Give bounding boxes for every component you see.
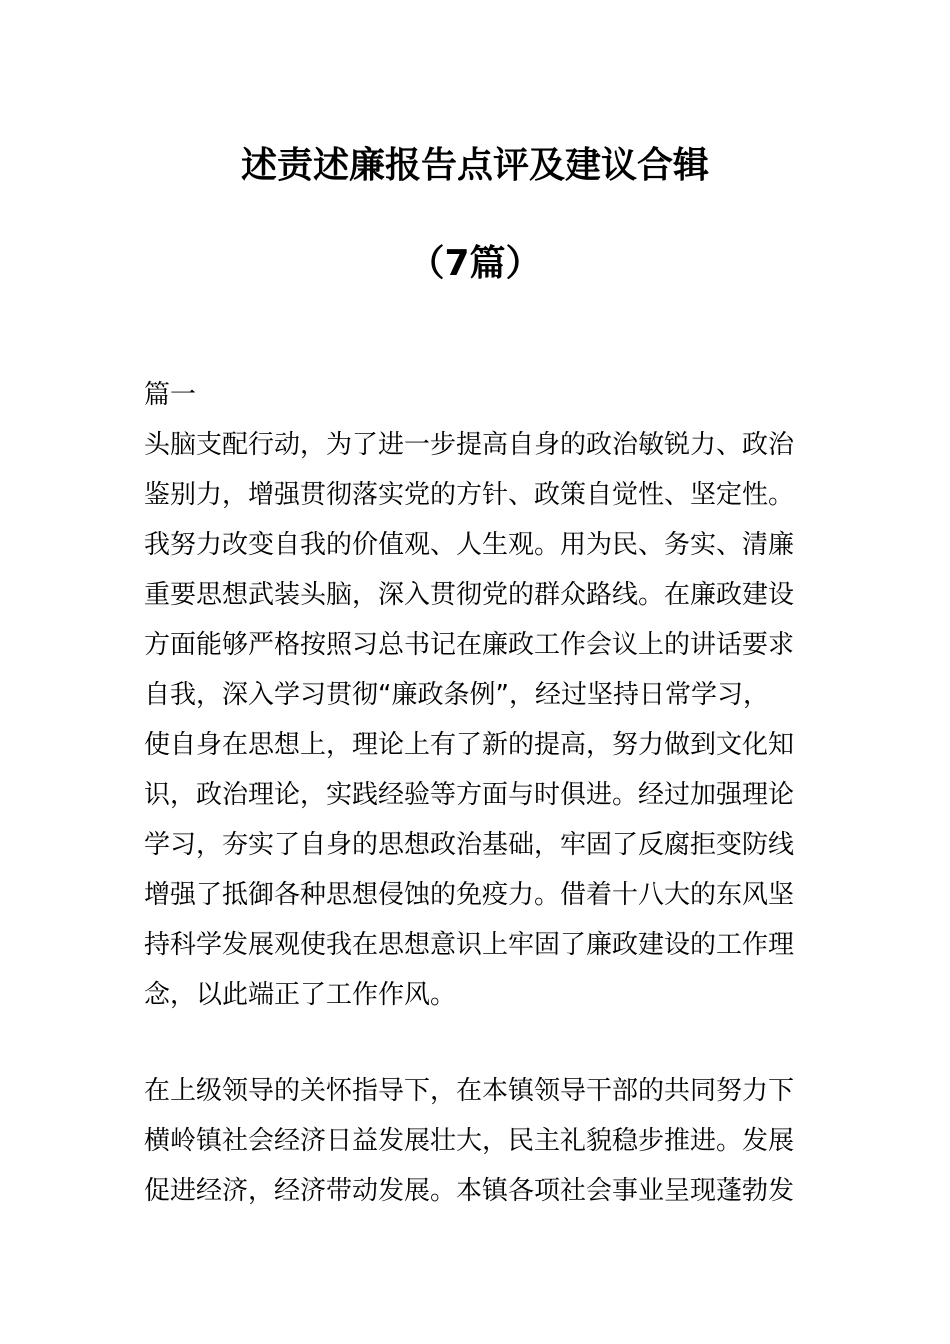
section-label: 篇一 [144,380,197,410]
paragraph-line: 方面能够严格按照习总书记在廉政工作会议上的讲话要求 [144,630,795,660]
document-title: 述责述廉报告点评及建议合辑 [240,145,709,186]
paragraph-line: 头脑支配行动，为了进一步提高自身的政治敏锐力、政治 [144,430,795,460]
document-subtitle: （7篇） [408,243,542,284]
paragraph-line: 识，政治理论，实践经验等方面与时俱进。经过加强理论 [144,780,795,810]
paragraph-line: 自我，深入学习贯彻“廉政条例”，经过坚持日常学习， [144,680,769,710]
paragraph-2 [144,1066,808,1216]
paragraph-line: 念，以此端正了工作作风。 [144,980,457,1010]
paragraph-line: 我努力改变自我的价值观、人生观。用为民、务实、清廉 [144,530,795,560]
paragraph-line: 鉴别力，增强贯彻落实党的方针、政策自觉性、坚定性。 [144,480,795,510]
paragraph-line: 重要思想武装头脑，深入贯彻党的群众路线。在廉政建设 [144,580,795,610]
paragraph-line: 持科学发展观使我在思想意识上牢固了廉政建设的工作理 [144,930,795,960]
paragraph-line: 横岭镇社会经济日益发展壮大，民主礼貌稳步推进。发展 [144,1126,795,1156]
paragraph-line: 促进经济，经济带动发展。本镇各项社会事业呈现蓬勃发 [144,1176,795,1206]
paragraph-line: 使自身在思想上，理论上有了新的提高，努力做到文化知 [144,730,795,760]
paragraph-1 [144,420,808,1020]
paragraph-line: 在上级领导的关怀指导下，在本镇领导干部的共同努力下 [144,1076,795,1106]
paragraph-line: 学习，夯实了自身的思想政治基础，牢固了反腐拒变防线 [144,830,795,860]
paragraph-line: 增强了抵御各种思想侵蚀的免疫力。借着十八大的东风坚 [144,880,795,910]
